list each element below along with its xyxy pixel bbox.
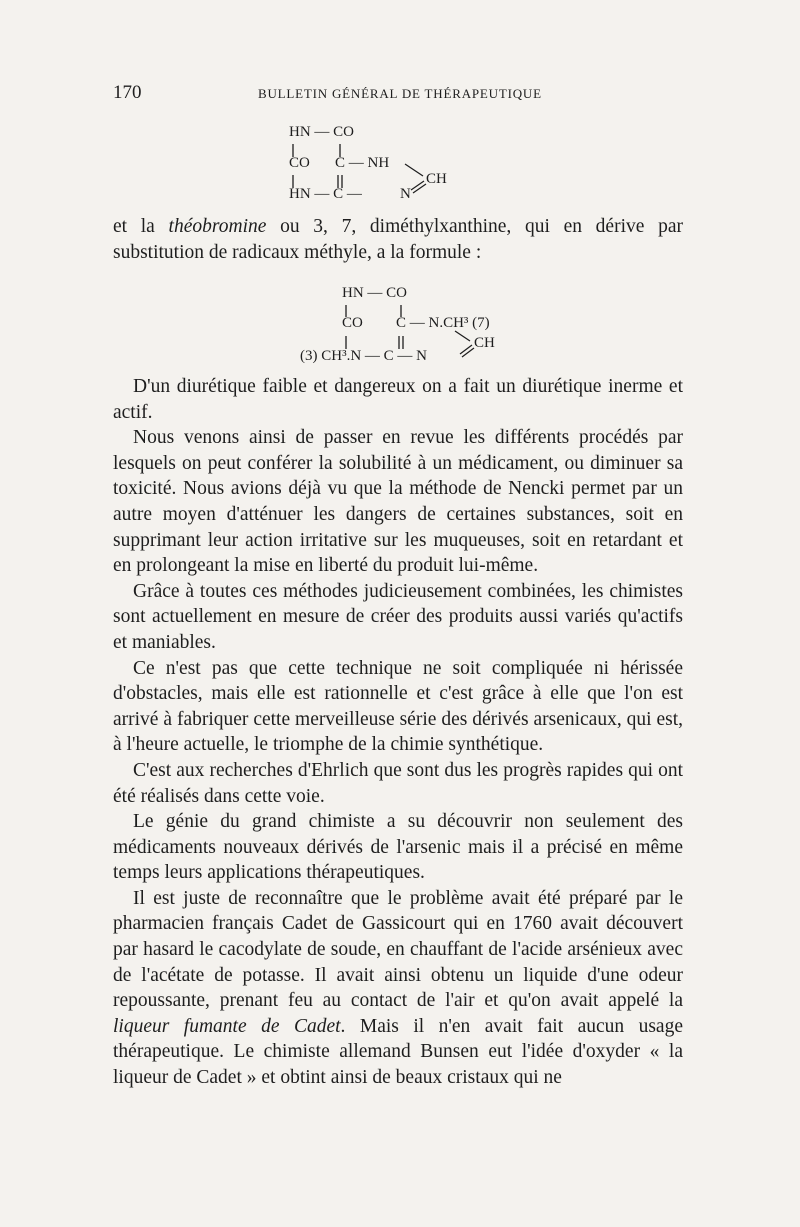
- formula2-row3: (3) CH³.N — C — N: [300, 348, 427, 364]
- last-paragraph-italic: liqueur fumante de Cadet: [113, 1015, 341, 1037]
- intro-text-1: et la: [113, 216, 169, 237]
- formula2-row1: HN — CO: [342, 285, 408, 301]
- formula1-row3-n: N: [400, 186, 411, 202]
- formula1-row1: HN — CO: [289, 124, 355, 140]
- formula2-ch: CH: [474, 335, 495, 351]
- paragraph: D'un diurétique faible et dangereux on a fait un diurétique inerme et actif.: [113, 376, 683, 423]
- paragraph: Grâce à toutes ces méthodes judicieusement combinées, les chimistes sont actuellement en mesure de créer des produits aussi variés qu'actifs et maniables.: [113, 580, 683, 653]
- formula1-row2-left: CO: [289, 155, 310, 171]
- intro-text-2: ou 3, 7, diméthylxanthine, qui en dérive par substitution de radicaux méthyle, a la formule :: [113, 216, 683, 263]
- formula1-ch: CH: [426, 171, 447, 187]
- paragraph: C'est aux recherches d'Ehrlich que sont dus les progrès rapides qui ont été réalisés dans cette voie.: [113, 759, 683, 807]
- formula2-double-bond: [460, 345, 472, 354]
- formula2-double-bond: [462, 348, 474, 357]
- theobromine-formula: [0, 0, 800, 380]
- formula1-row3-left: HN — C —: [289, 186, 362, 202]
- main-text: [113, 374, 683, 1091]
- paragraph: Ce n'est pas que cette technique ne soit compliquée ni hérissée d'obstacles, mais elle est rationnelle et c'est grâce à elle que l'on est arrivé à fabriquer cette merveilleuse série des dérivés arsenicaux, qui est, à l'heure actuelle, le triomphe de la chimie synthétique.: [113, 657, 683, 756]
- formula2-row2-left: CO: [342, 315, 363, 331]
- paragraph: Nous venons ainsi de passer en revue les différents procédés par lesquels on peut conférer la solubilité à un médicament, ou diminuer sa toxicité. Nous avions déjà vu que la méthode de Nencki permet par un autre moyen d'atténuer les dangers de certaines substances, soit en supprimant leur action irritative sur les muqueuses, soit en retardant et en prolongeant la mise en liberté du produit lui-même.: [113, 427, 683, 577]
- formula1-row2-mid: C — NH: [335, 155, 390, 171]
- running-head: BULLETIN GÉNÉRAL DE THÉRAPEUTIQUE: [258, 86, 542, 101]
- last-paragraph-text-2: . Mais il n'en avait fait aucun usage thérapeutique. Le chimiste allemand Bunsen eut l'idée d'oxyder « la liqueur de Cadet » et obtint ainsi de beaux cristaux qui ne: [113, 1015, 683, 1089]
- formula2-bond: [455, 331, 470, 341]
- page-number: 170: [113, 82, 142, 103]
- formula2-row2-mid: C — N.CH³ (7): [396, 315, 490, 331]
- theobromine-formula-diagram: [0, 0, 800, 380]
- intro-italic-term: théobromine: [168, 216, 267, 237]
- last-paragraph-text-1: Il est juste de reconnaître que le problème avait été préparé par le pharmacien français Cadet de Gassicourt qui en 1760 avait découvert par hasard le cacodylate de soude, en chauffant de l'acide arsénieux avec de l'acétate de potasse. Il avait ainsi obtenu un liquide d'une odeur repoussante, prenant feu au contact de l'air et qu'on avait appelé la: [113, 887, 683, 1012]
- paragraph-last: [113, 886, 683, 1091]
- paragraph: Le génie du grand chimiste a su découvrir non seulement des médicaments nouveaux dérivés de l'arsenic mais il a précisé en même temps leurs applications thérapeutiques.: [113, 811, 683, 884]
